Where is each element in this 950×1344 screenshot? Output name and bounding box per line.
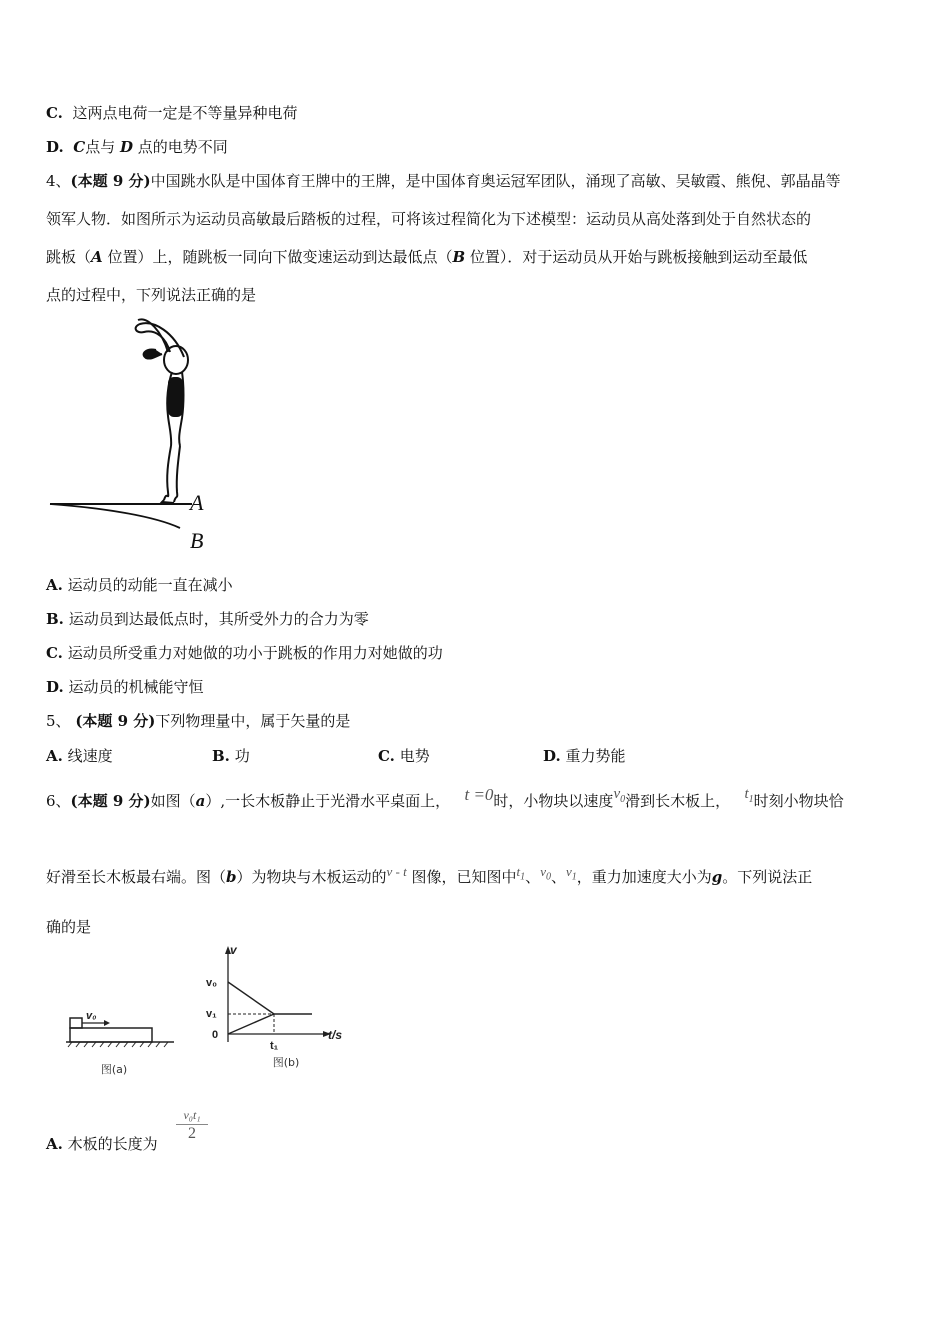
figure-a-board bbox=[64, 1010, 184, 1080]
figure-ref-a: a bbox=[195, 792, 206, 810]
option-letter: C. bbox=[378, 747, 395, 765]
point-c-label: C bbox=[73, 138, 86, 156]
q4-option-b bbox=[46, 608, 369, 629]
option-letter: A. bbox=[46, 576, 63, 594]
question-score: (本题 9 分) bbox=[70, 172, 151, 190]
figure-label-a: A bbox=[190, 490, 204, 515]
axis-t-label: t/s bbox=[328, 1028, 343, 1042]
stem-text: 好滑至长木板最右端。图（ bbox=[46, 868, 227, 886]
fig-a-caption: 图(a) bbox=[100, 1063, 128, 1076]
stem-text: 中国跳水队是中国体育王牌中的王牌，是中国体育奥运冠军团队，涌现了高敏、吴敏霞、熊倪、郭晶晶等 bbox=[150, 172, 841, 190]
option-letter: D. bbox=[543, 747, 561, 765]
separator: 、 bbox=[550, 868, 566, 886]
stem-text: 时刻小物块恰 bbox=[753, 792, 844, 810]
figure-ref-b: b bbox=[226, 868, 237, 886]
q3-option-c bbox=[46, 102, 297, 123]
q5-option-c bbox=[378, 745, 430, 766]
stem-text: 如图（ bbox=[150, 792, 196, 810]
option-letter: B. bbox=[212, 747, 230, 765]
math-v0: $v_0$ bbox=[540, 864, 551, 883]
option-text-end: 点的电势不同 bbox=[137, 138, 228, 156]
point-d-label: D bbox=[120, 138, 134, 156]
q5-stem bbox=[46, 710, 350, 731]
q6-stem-line1 bbox=[46, 785, 844, 813]
long-board bbox=[70, 1028, 152, 1042]
origin-label: 0 bbox=[212, 1029, 219, 1041]
option-text: 运动员到达最低点时，其所受外力的合力为零 bbox=[68, 610, 369, 628]
math-v1: $v_1$ bbox=[565, 864, 577, 883]
diver-drawing bbox=[136, 319, 188, 503]
q5-option-b bbox=[212, 745, 250, 766]
q4-stem-line3 bbox=[46, 246, 807, 267]
option-text: 运动员的动能一直在减小 bbox=[67, 576, 233, 594]
stem-text: ）,一长木板静止于光滑水平桌面上， bbox=[205, 792, 451, 810]
q3-option-d bbox=[46, 136, 228, 157]
stem-text: ，重力加速度大小为 bbox=[576, 868, 712, 886]
q4-option-c bbox=[46, 642, 443, 663]
symbol-g: g bbox=[711, 868, 723, 886]
figure-label-b: B bbox=[190, 528, 204, 553]
q6-stem-line3 bbox=[46, 916, 91, 937]
question-number: 6、 bbox=[46, 792, 71, 810]
position-b-label: B bbox=[452, 248, 466, 266]
fraction-denominator: 2 bbox=[188, 1125, 196, 1142]
board-position-b bbox=[50, 504, 180, 528]
option-text: 电势 bbox=[399, 747, 430, 765]
block-velocity-line bbox=[228, 982, 274, 1014]
option-letter: D. bbox=[46, 678, 64, 696]
option-letter: C. bbox=[46, 644, 63, 662]
option-letter: A. bbox=[46, 1135, 63, 1153]
math-v-t: v - t bbox=[386, 864, 407, 879]
option-letter: B. bbox=[46, 610, 64, 628]
q5-option-d bbox=[543, 745, 626, 766]
q4-option-a bbox=[46, 574, 233, 595]
question-number: 5、 bbox=[46, 712, 71, 730]
stem-text: 滑到长木板上， bbox=[625, 792, 731, 810]
q4-stem-line4 bbox=[46, 284, 256, 305]
t1-label: t₁ bbox=[270, 1040, 279, 1052]
position-a-label: A bbox=[91, 248, 103, 266]
option-text: 这两点电荷一定是不等量异种电荷 bbox=[72, 104, 298, 122]
option-letter: D. bbox=[46, 138, 64, 156]
stem-text: 领军人物．如图所示为运动员高敏最后踏板的过程，可将该过程简化为下述模型：运动员从高处落到处于自然状态的 bbox=[46, 210, 812, 228]
math-t1: $t_1$ bbox=[744, 786, 754, 805]
separator: 、 bbox=[525, 868, 541, 886]
math-t-equals-zero: t =0 bbox=[464, 785, 494, 804]
stem-text: 下列物理量中，属于矢量的是 bbox=[155, 712, 351, 730]
q5-option-a bbox=[46, 745, 113, 766]
stem-text: 图像，已知图中 bbox=[411, 868, 517, 886]
option-text: 线速度 bbox=[67, 747, 113, 765]
option-text: 运动员所受重力对她做的功小于跳板的作用力对她做的功 bbox=[67, 644, 443, 662]
board-velocity-line bbox=[228, 1014, 274, 1034]
figure-b-vt-graph bbox=[200, 942, 360, 1072]
v0-label: v₀ bbox=[206, 977, 218, 989]
stem-text: 位置）上，随跳板一同向下做变速运动到达最低点（ bbox=[107, 248, 453, 266]
stem-text: 点的过程中，下列说法正确的是 bbox=[46, 286, 257, 304]
velocity-arrowhead bbox=[104, 1020, 110, 1026]
fig-a-v0-label: v₀ bbox=[86, 1010, 97, 1022]
q4-stem-line1 bbox=[46, 170, 841, 191]
stem-text: ）为物块与木板运动的 bbox=[236, 868, 387, 886]
stem-text: 。下列说法正 bbox=[722, 868, 813, 886]
fraction-v0t1-over-2 bbox=[176, 1108, 208, 1143]
fraction-numerator: v₀t₁ bbox=[176, 1108, 208, 1125]
q6-option-a bbox=[46, 1133, 158, 1154]
option-text: 木板的长度为 bbox=[67, 1135, 158, 1153]
v1-label: v₁ bbox=[206, 1008, 217, 1020]
option-text: 功 bbox=[234, 747, 250, 765]
stem-text: 位置）．对于运动员从开始与跳板接触到运动至最低 bbox=[469, 248, 808, 266]
q4-option-d bbox=[46, 676, 204, 697]
math-v0: $v_0$ bbox=[613, 786, 626, 805]
option-text: 运动员的机械能守恒 bbox=[68, 678, 204, 696]
option-text-mid: 点与 bbox=[85, 138, 116, 156]
stem-text: 跳板（ bbox=[46, 248, 92, 266]
option-text: 重力势能 bbox=[565, 747, 626, 765]
option-letter: C. bbox=[46, 104, 63, 122]
fig-b-caption: 图(b) bbox=[272, 1056, 300, 1069]
axis-v-label: v bbox=[230, 943, 237, 957]
question-number: 4、 bbox=[46, 172, 71, 190]
stem-text: 时，小物块以速度 bbox=[493, 792, 614, 810]
question-score: (本题 9 分) bbox=[75, 712, 156, 730]
question-score: (本题 9 分) bbox=[70, 792, 151, 810]
option-letter: A. bbox=[46, 747, 63, 765]
q4-stem-line2 bbox=[46, 208, 811, 229]
stem-text: 确的是 bbox=[46, 918, 92, 936]
math-t1: $t_1$ bbox=[516, 864, 526, 883]
q6-stem-line2 bbox=[46, 866, 812, 889]
diver-figure bbox=[44, 312, 224, 557]
small-block bbox=[70, 1018, 82, 1028]
